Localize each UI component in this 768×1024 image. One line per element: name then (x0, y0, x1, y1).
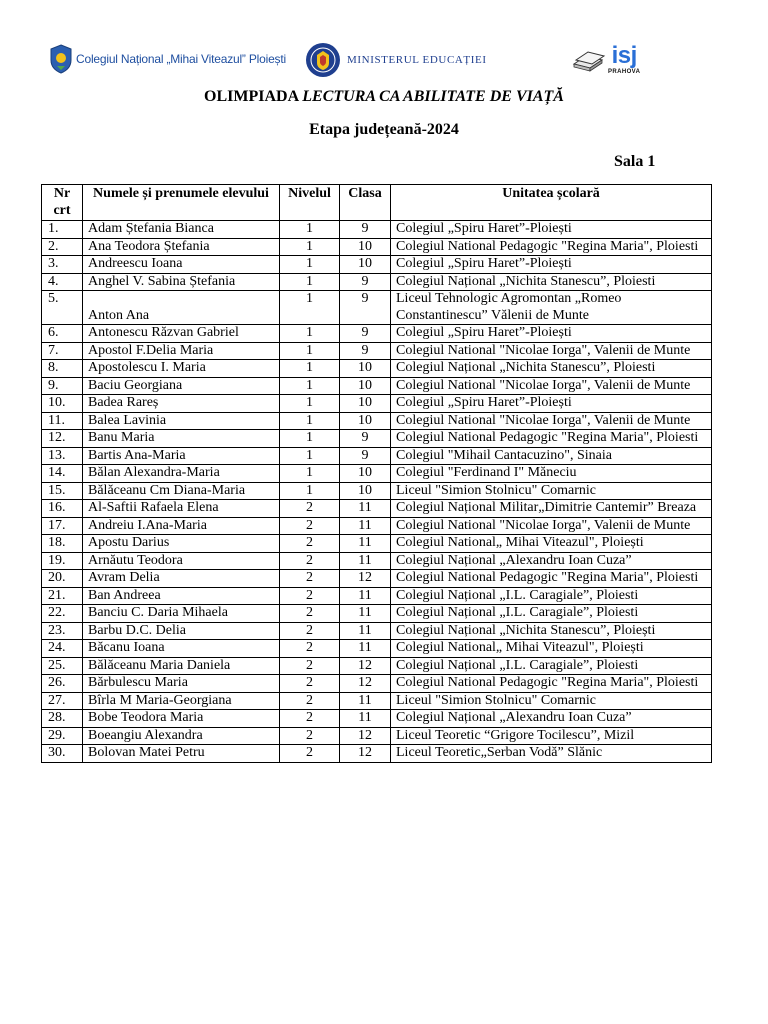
level-cell: 2 (280, 570, 340, 588)
class-cell: 10 (340, 238, 391, 256)
table-row (42, 325, 712, 343)
level-cell: 1 (280, 395, 340, 413)
level-cell: 1 (280, 238, 340, 256)
row-number: 21. (42, 587, 83, 605)
row-number: 4. (42, 273, 83, 291)
level-cell: 1 (280, 273, 340, 291)
student-name: Bîrla M Maria-Georgiana (83, 692, 280, 710)
table-row (42, 412, 712, 430)
row-number: 20. (42, 570, 83, 588)
student-name: Bărbulescu Maria (83, 675, 280, 693)
isj-logo (572, 44, 640, 75)
ministry-text: MINISTERUL EDUCAȚIEI (347, 54, 487, 66)
school-cell: Colegiul „Spiru Haret”-Ploiești (391, 221, 712, 239)
table-row (42, 692, 712, 710)
school-cell: Liceul "Simion Stolnicu" Comarnic (391, 482, 712, 500)
student-name: Barbu D.C. Delia (83, 622, 280, 640)
table-row (42, 552, 712, 570)
school-crest-icon (50, 44, 72, 74)
table-header-row (42, 185, 712, 221)
table-row (42, 535, 712, 553)
student-name: Andreescu Ioana (83, 256, 280, 274)
student-name: Apostolescu I. Maria (83, 360, 280, 378)
school-cell: Liceul Tehnologic Agromontan „Romeo Constantinescu” Vălenii de Munte (391, 291, 712, 325)
table-row (42, 360, 712, 378)
student-name: Bălăceanu Maria Daniela (83, 657, 280, 675)
class-cell: 9 (340, 447, 391, 465)
school-cell: Colegiul Național „Nichita Stanescu”, Ploiesti (391, 360, 712, 378)
class-cell: 10 (340, 360, 391, 378)
student-name: Antonescu Răzvan Gabriel (83, 325, 280, 343)
level-cell: 2 (280, 692, 340, 710)
level-cell: 2 (280, 500, 340, 518)
school-cell: Colegiul National "Nicolae Iorga", Valenii de Munte (391, 517, 712, 535)
ministry-seal-icon (305, 42, 341, 78)
student-name: Al-Saftii Rafaela Elena (83, 500, 280, 518)
student-name: Bălăceanu Cm Diana-Maria (83, 482, 280, 500)
student-name: Ana Teodora Ștefania (83, 238, 280, 256)
school-cell: Colegiul Național „Nichita Stanescu”, Ploiesti (391, 273, 712, 291)
table-row (42, 570, 712, 588)
page-title (0, 88, 768, 106)
table-row (42, 587, 712, 605)
level-cell: 1 (280, 360, 340, 378)
student-name: Bobe Teodora Maria (83, 710, 280, 728)
table-row (42, 605, 712, 623)
table-row (42, 500, 712, 518)
level-cell: 1 (280, 342, 340, 360)
student-name: Boeangiu Alexandra (83, 727, 280, 745)
table-row (42, 745, 712, 763)
school-logo-text: Colegiul Național „Mihai Viteazul” Ploiești (76, 52, 286, 66)
class-cell: 9 (340, 273, 391, 291)
table-row (42, 517, 712, 535)
row-number: 19. (42, 552, 83, 570)
row-number: 26. (42, 675, 83, 693)
level-cell: 1 (280, 256, 340, 274)
class-cell: 12 (340, 675, 391, 693)
table-row (42, 622, 712, 640)
student-name: Banu Maria (83, 430, 280, 448)
isj-text: isj (611, 42, 637, 69)
school-cell: Colegiul "Ferdinand I" Măneciu (391, 465, 712, 483)
student-name: Adam Ștefania Bianca (83, 221, 280, 239)
row-number: 23. (42, 622, 83, 640)
level-cell: 1 (280, 291, 340, 325)
school-cell: Liceul Teoretic “Grigore Tocilescu”, Mizil (391, 727, 712, 745)
table-row (42, 238, 712, 256)
level-cell: 2 (280, 552, 340, 570)
table-row (42, 657, 712, 675)
class-cell: 9 (340, 291, 391, 325)
student-name: Băcanu Ioana (83, 640, 280, 658)
school-cell: Colegiul National "Nicolae Iorga", Valenii de Munte (391, 412, 712, 430)
row-number: 28. (42, 710, 83, 728)
class-cell: 11 (340, 500, 391, 518)
student-name: Badea Rareș (83, 395, 280, 413)
table-row (42, 430, 712, 448)
header-nr: Nr crt (42, 185, 83, 221)
row-number: 9. (42, 377, 83, 395)
row-number: 16. (42, 500, 83, 518)
level-cell: 1 (280, 430, 340, 448)
school-cell: Colegiul National "Nicolae Iorga", Valenii de Munte (391, 342, 712, 360)
level-cell: 1 (280, 412, 340, 430)
level-cell: 1 (280, 447, 340, 465)
class-cell: 11 (340, 552, 391, 570)
level-cell: 2 (280, 605, 340, 623)
table-row (42, 256, 712, 274)
school-cell: Colegiul „Spiru Haret”-Ploiești (391, 395, 712, 413)
school-cell: Liceul Teoretic„Serban Vodă” Slănic (391, 745, 712, 763)
header-level: Nivelul (280, 185, 340, 221)
row-number: 18. (42, 535, 83, 553)
row-number: 17. (42, 517, 83, 535)
student-name: Bălan Alexandra-Maria (83, 465, 280, 483)
row-number: 29. (42, 727, 83, 745)
table-row (42, 221, 712, 239)
class-cell: 10 (340, 377, 391, 395)
table-row (42, 727, 712, 745)
header-logos (50, 40, 670, 82)
class-cell: 11 (340, 640, 391, 658)
row-number: 10. (42, 395, 83, 413)
school-cell: Colegiul Național „I.L. Caragiale”, Ploiesti (391, 657, 712, 675)
class-cell: 12 (340, 570, 391, 588)
level-cell: 2 (280, 727, 340, 745)
school-cell: Colegiul National "Nicolae Iorga", Valenii de Munte (391, 377, 712, 395)
room-label: Sala 1 (614, 153, 656, 170)
row-number: 25. (42, 657, 83, 675)
school-cell: Colegiul National Pedagogic "Regina Maria", Ploiesti (391, 675, 712, 693)
row-number: 3. (42, 256, 83, 274)
school-cell: Liceul "Simion Stolnicu" Comarnic (391, 692, 712, 710)
participants-table (41, 184, 712, 763)
level-cell: 2 (280, 675, 340, 693)
row-number: 6. (42, 325, 83, 343)
student-name: Baciu Georgiana (83, 377, 280, 395)
class-cell: 12 (340, 657, 391, 675)
student-name: Avram Delia (83, 570, 280, 588)
class-cell: 11 (340, 605, 391, 623)
class-cell: 12 (340, 745, 391, 763)
level-cell: 1 (280, 465, 340, 483)
school-cell: Colegiul Național „Nichita Stanescu”, Ploiești (391, 622, 712, 640)
row-number: 1. (42, 221, 83, 239)
class-cell: 12 (340, 727, 391, 745)
class-cell: 11 (340, 692, 391, 710)
books-icon (572, 48, 606, 72)
level-cell: 1 (280, 221, 340, 239)
school-logo (50, 44, 286, 74)
table-row (42, 395, 712, 413)
row-number: 11. (42, 412, 83, 430)
school-cell: Colegiul National„ Mihai Viteazul", Ploiești (391, 640, 712, 658)
level-cell: 1 (280, 482, 340, 500)
title-italic: LECTURA CA ABILITATE DE VIAȚĂ (302, 88, 564, 105)
level-cell: 2 (280, 640, 340, 658)
row-number: 15. (42, 482, 83, 500)
row-number: 5. (42, 291, 83, 325)
school-cell: Colegiul Național „I.L. Caragiale”, Ploiesti (391, 587, 712, 605)
level-cell: 2 (280, 710, 340, 728)
table-row (42, 482, 712, 500)
table-row (42, 447, 712, 465)
table-row (42, 377, 712, 395)
isj-subtext: PRAHOVA (608, 69, 641, 75)
class-cell: 11 (340, 622, 391, 640)
level-cell: 1 (280, 377, 340, 395)
class-cell: 9 (340, 221, 391, 239)
table-row (42, 273, 712, 291)
level-cell: 2 (280, 587, 340, 605)
school-cell: Colegiul National Pedagogic "Regina Maria", Ploiesti (391, 570, 712, 588)
student-name: Arnăutu Teodora (83, 552, 280, 570)
page-subtitle: Etapa județeană-2024 (309, 121, 459, 138)
school-cell: Colegiul Național „Alexandru Ioan Cuza” (391, 710, 712, 728)
student-name: Anton Ana (83, 291, 280, 325)
row-number: 30. (42, 745, 83, 763)
level-cell: 1 (280, 325, 340, 343)
school-cell: Colegiul National„ Mihai Viteazul", Ploiești (391, 535, 712, 553)
class-cell: 9 (340, 430, 391, 448)
class-cell: 10 (340, 256, 391, 274)
class-cell: 11 (340, 517, 391, 535)
table-body (42, 221, 712, 763)
school-cell: Colegiul Național Militar„Dimitrie Cantemir” Breaza (391, 500, 712, 518)
student-name: Banciu C. Daria Mihaela (83, 605, 280, 623)
class-cell: 10 (340, 395, 391, 413)
level-cell: 2 (280, 517, 340, 535)
student-name: Bartis Ana-Maria (83, 447, 280, 465)
school-cell: Colegiul National Pedagogic "Regina Maria", Ploiesti (391, 238, 712, 256)
school-cell: Colegiul „Spiru Haret”-Ploiești (391, 256, 712, 274)
student-name: Andreiu I.Ana-Maria (83, 517, 280, 535)
student-name: Apostol F.Delia Maria (83, 342, 280, 360)
table-row (42, 342, 712, 360)
header-class: Clasa (340, 185, 391, 221)
header-school: Unitatea școlară (391, 185, 712, 221)
ministry-logo (305, 42, 487, 78)
title-prefix: OLIMPIADA (204, 88, 303, 105)
class-cell: 10 (340, 482, 391, 500)
class-cell: 10 (340, 465, 391, 483)
row-number: 24. (42, 640, 83, 658)
table-row (42, 291, 712, 325)
student-name: Balea Lavinia (83, 412, 280, 430)
table-row (42, 640, 712, 658)
class-cell: 10 (340, 412, 391, 430)
row-number: 8. (42, 360, 83, 378)
school-cell: Colegiul Național „Alexandru Ioan Cuza” (391, 552, 712, 570)
class-cell: 11 (340, 535, 391, 553)
school-cell: Colegiul National Pedagogic "Regina Maria", Ploiesti (391, 430, 712, 448)
level-cell: 2 (280, 657, 340, 675)
row-number: 12. (42, 430, 83, 448)
class-cell: 9 (340, 342, 391, 360)
school-cell: Colegiul "Mihail Cantacuzino", Sinaia (391, 447, 712, 465)
class-cell: 11 (340, 710, 391, 728)
school-cell: Colegiul Național „I.L. Caragiale”, Ploiesti (391, 605, 712, 623)
table-row (42, 675, 712, 693)
row-number: 22. (42, 605, 83, 623)
class-cell: 11 (340, 587, 391, 605)
class-cell: 9 (340, 325, 391, 343)
header-name: Numele și prenumele elevului (83, 185, 280, 221)
school-cell: Colegiul „Spiru Haret”-Ploiești (391, 325, 712, 343)
row-number: 14. (42, 465, 83, 483)
student-name: Apostu Darius (83, 535, 280, 553)
row-number: 13. (42, 447, 83, 465)
student-name: Bolovan Matei Petru (83, 745, 280, 763)
level-cell: 2 (280, 535, 340, 553)
student-name: Anghel V. Sabina Ștefania (83, 273, 280, 291)
row-number: 27. (42, 692, 83, 710)
row-number: 2. (42, 238, 83, 256)
level-cell: 2 (280, 622, 340, 640)
table-row (42, 710, 712, 728)
table-row (42, 465, 712, 483)
row-number: 7. (42, 342, 83, 360)
level-cell: 2 (280, 745, 340, 763)
student-name: Ban Andreea (83, 587, 280, 605)
